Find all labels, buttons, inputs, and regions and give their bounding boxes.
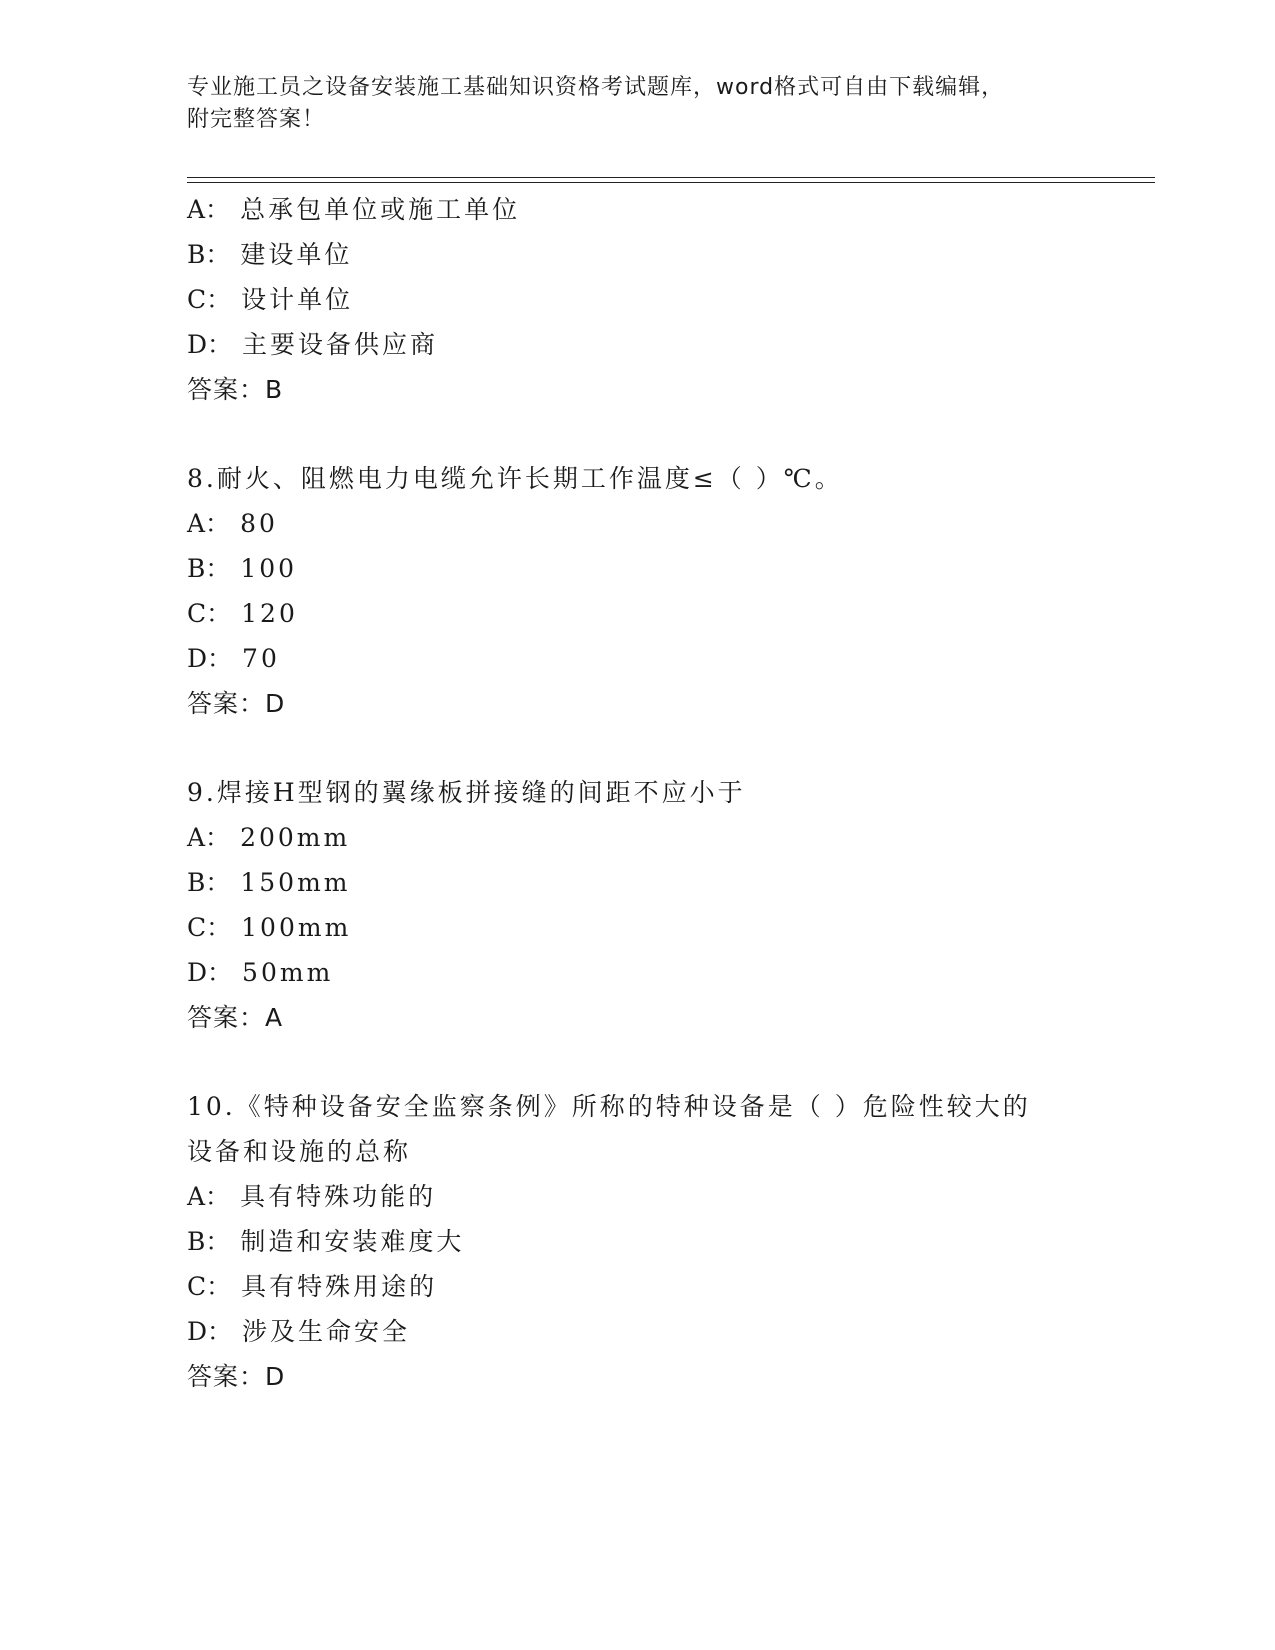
- option-d: D： 主要设备供应商: [187, 330, 439, 359]
- question-10-stem-line-1: 10.《特种设备安全监察条例》所称的特种设备是（ ）危险性较大的: [187, 1092, 1031, 1121]
- q10-option-d: D： 涉及生命安全: [187, 1317, 411, 1346]
- option-a: A： 总承包单位或施工单位: [187, 195, 521, 224]
- header-line-1: 专业施工员之设备安装施工基础知识资格考试题库，word格式可自由下载编辑，: [187, 75, 1005, 100]
- q9-option-a: A： 200mm: [187, 823, 351, 852]
- q10-option-b: B： 制造和安装难度大: [187, 1227, 465, 1256]
- q8-option-a: A： 80: [187, 509, 278, 538]
- q9-answer: 答案：A: [187, 1003, 284, 1032]
- q10-answer: 答案：D: [187, 1362, 286, 1391]
- q9-option-c: C： 100mm: [187, 913, 352, 942]
- q10-option-c: C： 具有特殊用途的: [187, 1272, 438, 1301]
- header-divider-bottom: [187, 182, 1155, 183]
- q8-option-b: B： 100: [187, 554, 298, 583]
- q8-answer: 答案：D: [187, 689, 286, 718]
- option-c: C： 设计单位: [187, 285, 354, 314]
- document-header: [187, 72, 1067, 136]
- q9-option-d: D： 50mm: [187, 958, 334, 987]
- question-9-stem: 9.焊接H型钢的翼缘板拼接缝的间距不应小于: [187, 778, 746, 807]
- answer-line: 答案：B: [187, 375, 284, 404]
- q9-option-b: B： 150mm: [187, 868, 351, 897]
- q8-option-c: C： 120: [187, 599, 298, 628]
- header-divider-top: [187, 177, 1155, 178]
- q8-option-d: D： 70: [187, 644, 280, 673]
- question-10-stem-line-2: 设备和设施的总称: [187, 1137, 412, 1166]
- question-8-stem: 8.耐火、阻燃电力电缆允许长期工作温度≤（ ）℃。: [187, 464, 843, 493]
- q10-option-a: A： 具有特殊功能的: [187, 1182, 437, 1211]
- option-b: B： 建设单位: [187, 240, 353, 269]
- header-line-2: 附完整答案！: [187, 107, 326, 132]
